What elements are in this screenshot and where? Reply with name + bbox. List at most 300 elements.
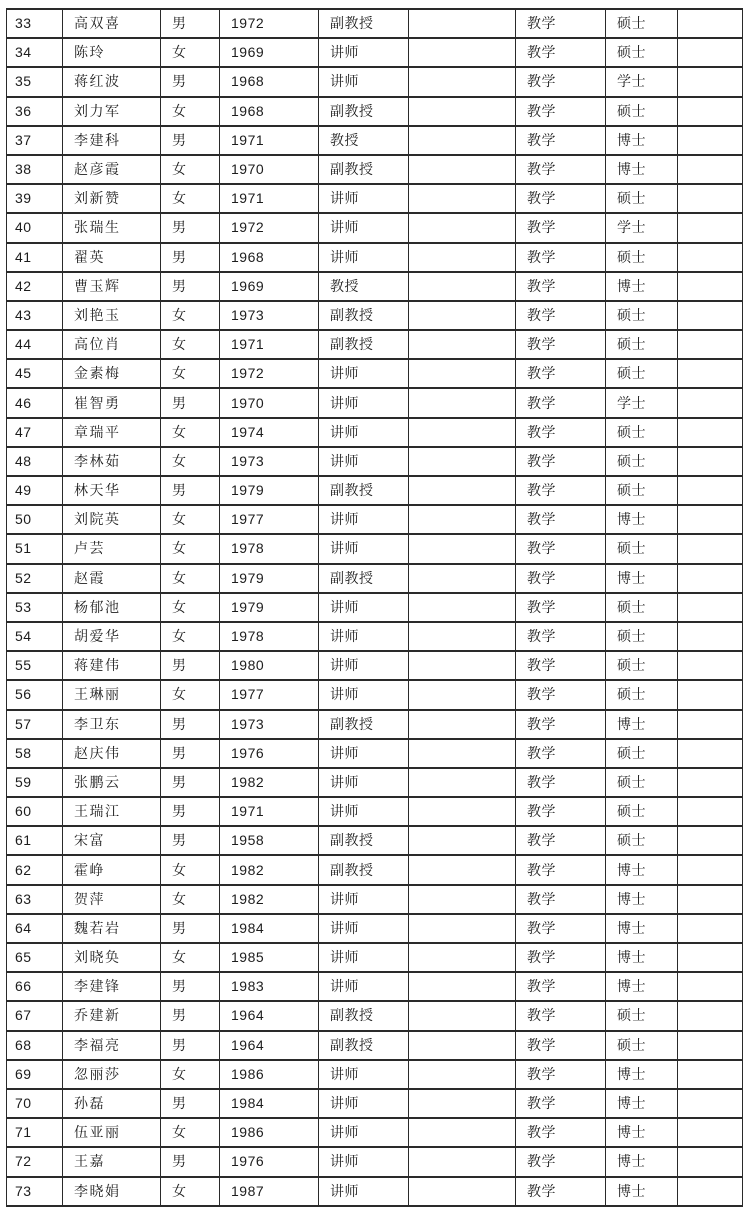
row-number-cell: 50	[7, 505, 63, 534]
gender-cell: 男	[161, 213, 220, 242]
blank-cell	[409, 1060, 516, 1089]
row-number-cell: 72	[7, 1147, 63, 1176]
title-cell: 讲师	[319, 972, 409, 1001]
blank-cell	[678, 564, 743, 593]
name-cell: 王琳丽	[63, 680, 161, 709]
blank-cell	[678, 593, 743, 622]
birth-year-cell: 1969	[220, 272, 319, 301]
duty-cell: 教学	[516, 622, 606, 651]
birth-year-cell: 1968	[220, 97, 319, 126]
degree-cell: 硕士	[606, 97, 678, 126]
gender-cell: 女	[161, 330, 220, 359]
name-cell: 李卫东	[63, 710, 161, 739]
row-number-cell: 37	[7, 126, 63, 155]
row-number-cell: 33	[7, 9, 63, 38]
duty-cell: 教学	[516, 155, 606, 184]
title-cell: 讲师	[319, 885, 409, 914]
blank-cell	[409, 418, 516, 447]
table-row	[7, 359, 743, 388]
blank-cell	[678, 710, 743, 739]
duty-cell: 教学	[516, 1177, 606, 1206]
name-cell: 魏若岩	[63, 914, 161, 943]
blank-cell	[678, 768, 743, 797]
name-cell: 李晓娟	[63, 1177, 161, 1206]
title-cell: 讲师	[319, 184, 409, 213]
title-cell: 讲师	[319, 622, 409, 651]
table-row	[7, 272, 743, 301]
birth-year-cell: 1979	[220, 476, 319, 505]
duty-cell: 教学	[516, 388, 606, 417]
blank-cell	[678, 680, 743, 709]
gender-cell: 女	[161, 622, 220, 651]
name-cell: 胡爱华	[63, 622, 161, 651]
degree-cell: 硕士	[606, 1001, 678, 1030]
table-row	[7, 301, 743, 330]
row-number-cell: 54	[7, 622, 63, 651]
blank-cell	[678, 914, 743, 943]
degree-cell: 博士	[606, 272, 678, 301]
blank-cell	[409, 943, 516, 972]
duty-cell: 教学	[516, 826, 606, 855]
birth-year-cell: 1970	[220, 388, 319, 417]
blank-cell	[409, 534, 516, 563]
name-cell: 卢芸	[63, 534, 161, 563]
duty-cell: 教学	[516, 1031, 606, 1060]
title-cell: 讲师	[319, 38, 409, 67]
name-cell: 张鹏云	[63, 768, 161, 797]
duty-cell: 教学	[516, 914, 606, 943]
name-cell: 李建科	[63, 126, 161, 155]
blank-cell	[678, 359, 743, 388]
blank-cell	[409, 97, 516, 126]
title-cell: 副教授	[319, 9, 409, 38]
name-cell: 崔智勇	[63, 388, 161, 417]
degree-cell: 博士	[606, 914, 678, 943]
row-number-cell: 53	[7, 593, 63, 622]
duty-cell: 教学	[516, 38, 606, 67]
table-row	[7, 97, 743, 126]
blank-cell	[678, 943, 743, 972]
duty-cell: 教学	[516, 797, 606, 826]
degree-cell: 硕士	[606, 359, 678, 388]
birth-year-cell: 1968	[220, 243, 319, 272]
degree-cell: 硕士	[606, 330, 678, 359]
degree-cell: 博士	[606, 155, 678, 184]
title-cell: 讲师	[319, 914, 409, 943]
name-cell: 赵彦霞	[63, 155, 161, 184]
gender-cell: 女	[161, 97, 220, 126]
degree-cell: 博士	[606, 505, 678, 534]
birth-year-cell: 1976	[220, 1147, 319, 1176]
birth-year-cell: 1972	[220, 213, 319, 242]
title-cell: 讲师	[319, 1118, 409, 1147]
degree-cell: 博士	[606, 943, 678, 972]
table-row	[7, 622, 743, 651]
blank-cell	[409, 243, 516, 272]
blank-cell	[409, 651, 516, 680]
table-row	[7, 505, 743, 534]
row-number-cell: 46	[7, 388, 63, 417]
degree-cell: 硕士	[606, 184, 678, 213]
birth-year-cell: 1974	[220, 418, 319, 447]
blank-cell	[409, 476, 516, 505]
blank-cell	[678, 388, 743, 417]
title-cell: 副教授	[319, 1031, 409, 1060]
blank-cell	[678, 1001, 743, 1030]
birth-year-cell: 1977	[220, 680, 319, 709]
duty-cell: 教学	[516, 972, 606, 1001]
blank-cell	[678, 476, 743, 505]
degree-cell: 硕士	[606, 651, 678, 680]
birth-year-cell: 1980	[220, 651, 319, 680]
birth-year-cell: 1972	[220, 359, 319, 388]
title-cell: 讲师	[319, 1060, 409, 1089]
table-row	[7, 768, 743, 797]
degree-cell: 学士	[606, 388, 678, 417]
birth-year-cell: 1982	[220, 768, 319, 797]
duty-cell: 教学	[516, 330, 606, 359]
birth-year-cell: 1977	[220, 505, 319, 534]
row-number-cell: 70	[7, 1089, 63, 1118]
blank-cell	[409, 359, 516, 388]
blank-cell	[678, 184, 743, 213]
blank-cell	[678, 213, 743, 242]
title-cell: 副教授	[319, 155, 409, 184]
row-number-cell: 67	[7, 1001, 63, 1030]
row-number-cell: 66	[7, 972, 63, 1001]
duty-cell: 教学	[516, 1118, 606, 1147]
name-cell: 贺萍	[63, 885, 161, 914]
table-row	[7, 447, 743, 476]
table-row	[7, 1060, 743, 1089]
gender-cell: 男	[161, 1089, 220, 1118]
title-cell: 副教授	[319, 564, 409, 593]
blank-cell	[678, 826, 743, 855]
gender-cell: 女	[161, 885, 220, 914]
degree-cell: 硕士	[606, 9, 678, 38]
title-cell: 讲师	[319, 797, 409, 826]
name-cell: 赵霞	[63, 564, 161, 593]
gender-cell: 男	[161, 826, 220, 855]
blank-cell	[678, 1147, 743, 1176]
table-row	[7, 1177, 743, 1206]
birth-year-cell: 1970	[220, 155, 319, 184]
table-row	[7, 418, 743, 447]
row-number-cell: 39	[7, 184, 63, 213]
title-cell: 讲师	[319, 447, 409, 476]
duty-cell: 教学	[516, 534, 606, 563]
table-row	[7, 534, 743, 563]
row-number-cell: 35	[7, 67, 63, 96]
birth-year-cell: 1978	[220, 534, 319, 563]
birth-year-cell: 1982	[220, 855, 319, 884]
row-number-cell: 73	[7, 1177, 63, 1206]
table-row	[7, 1031, 743, 1060]
row-number-cell: 41	[7, 243, 63, 272]
name-cell: 杨郁池	[63, 593, 161, 622]
table-row	[7, 155, 743, 184]
table-row	[7, 243, 743, 272]
name-cell: 刘晓奂	[63, 943, 161, 972]
name-cell: 王瑞江	[63, 797, 161, 826]
gender-cell: 男	[161, 1031, 220, 1060]
blank-cell	[678, 1060, 743, 1089]
degree-cell: 博士	[606, 855, 678, 884]
table-row	[7, 330, 743, 359]
gender-cell: 女	[161, 593, 220, 622]
name-cell: 伍亚丽	[63, 1118, 161, 1147]
birth-year-cell: 1978	[220, 622, 319, 651]
blank-cell	[678, 855, 743, 884]
table-row	[7, 710, 743, 739]
table-row	[7, 1089, 743, 1118]
duty-cell: 教学	[516, 301, 606, 330]
name-cell: 刘院英	[63, 505, 161, 534]
degree-cell: 硕士	[606, 301, 678, 330]
birth-year-cell: 1979	[220, 593, 319, 622]
blank-cell	[678, 651, 743, 680]
blank-cell	[409, 388, 516, 417]
table-row	[7, 126, 743, 155]
degree-cell: 博士	[606, 1118, 678, 1147]
gender-cell: 男	[161, 914, 220, 943]
birth-year-cell: 1964	[220, 1031, 319, 1060]
degree-cell: 硕士	[606, 418, 678, 447]
blank-cell	[678, 534, 743, 563]
gender-cell: 女	[161, 447, 220, 476]
blank-cell	[409, 826, 516, 855]
table-row	[7, 184, 743, 213]
blank-cell	[678, 9, 743, 38]
row-number-cell: 65	[7, 943, 63, 972]
gender-cell: 男	[161, 243, 220, 272]
title-cell: 讲师	[319, 243, 409, 272]
row-number-cell: 51	[7, 534, 63, 563]
degree-cell: 硕士	[606, 243, 678, 272]
blank-cell	[678, 67, 743, 96]
birth-year-cell: 1987	[220, 1177, 319, 1206]
blank-cell	[409, 272, 516, 301]
row-number-cell: 36	[7, 97, 63, 126]
table-row	[7, 943, 743, 972]
gender-cell: 男	[161, 9, 220, 38]
table-row	[7, 9, 743, 38]
table-row	[7, 797, 743, 826]
row-number-cell: 48	[7, 447, 63, 476]
gender-cell: 女	[161, 359, 220, 388]
title-cell: 讲师	[319, 680, 409, 709]
gender-cell: 男	[161, 1147, 220, 1176]
title-cell: 副教授	[319, 330, 409, 359]
row-number-cell: 49	[7, 476, 63, 505]
name-cell: 高双喜	[63, 9, 161, 38]
degree-cell: 硕士	[606, 593, 678, 622]
name-cell: 蒋红波	[63, 67, 161, 96]
gender-cell: 女	[161, 680, 220, 709]
name-cell: 李福亮	[63, 1031, 161, 1060]
row-number-cell: 34	[7, 38, 63, 67]
birth-year-cell: 1984	[220, 914, 319, 943]
degree-cell: 博士	[606, 1177, 678, 1206]
degree-cell: 博士	[606, 564, 678, 593]
table-row	[7, 739, 743, 768]
gender-cell: 男	[161, 126, 220, 155]
birth-year-cell: 1958	[220, 826, 319, 855]
duty-cell: 教学	[516, 97, 606, 126]
duty-cell: 教学	[516, 651, 606, 680]
row-number-cell: 69	[7, 1060, 63, 1089]
name-cell: 李建锋	[63, 972, 161, 1001]
blank-cell	[678, 1177, 743, 1206]
blank-cell	[409, 680, 516, 709]
name-cell: 曹玉辉	[63, 272, 161, 301]
gender-cell: 女	[161, 564, 220, 593]
name-cell: 张瑞生	[63, 213, 161, 242]
row-number-cell: 38	[7, 155, 63, 184]
birth-year-cell: 1973	[220, 710, 319, 739]
faculty-roster-table	[6, 8, 743, 1207]
degree-cell: 硕士	[606, 534, 678, 563]
blank-cell	[409, 505, 516, 534]
table-row	[7, 1147, 743, 1176]
blank-cell	[678, 301, 743, 330]
duty-cell: 教学	[516, 67, 606, 96]
blank-cell	[678, 1089, 743, 1118]
duty-cell: 教学	[516, 1001, 606, 1030]
duty-cell: 教学	[516, 9, 606, 38]
blank-cell	[678, 1118, 743, 1147]
table-row	[7, 564, 743, 593]
row-number-cell: 57	[7, 710, 63, 739]
title-cell: 讲师	[319, 67, 409, 96]
duty-cell: 教学	[516, 855, 606, 884]
title-cell: 副教授	[319, 826, 409, 855]
birth-year-cell: 1979	[220, 564, 319, 593]
row-number-cell: 63	[7, 885, 63, 914]
duty-cell: 教学	[516, 1147, 606, 1176]
duty-cell: 教学	[516, 1060, 606, 1089]
gender-cell: 男	[161, 710, 220, 739]
row-number-cell: 43	[7, 301, 63, 330]
blank-cell	[409, 38, 516, 67]
gender-cell: 男	[161, 272, 220, 301]
degree-cell: 硕士	[606, 447, 678, 476]
blank-cell	[409, 447, 516, 476]
blank-cell	[678, 447, 743, 476]
duty-cell: 教学	[516, 272, 606, 301]
duty-cell: 教学	[516, 885, 606, 914]
blank-cell	[678, 155, 743, 184]
degree-cell: 博士	[606, 1060, 678, 1089]
birth-year-cell: 1969	[220, 38, 319, 67]
blank-cell	[409, 739, 516, 768]
name-cell: 王嘉	[63, 1147, 161, 1176]
gender-cell: 女	[161, 155, 220, 184]
table-row	[7, 67, 743, 96]
degree-cell: 硕士	[606, 38, 678, 67]
blank-cell	[409, 1177, 516, 1206]
name-cell: 章瑞平	[63, 418, 161, 447]
table-row	[7, 972, 743, 1001]
blank-cell	[409, 1118, 516, 1147]
blank-cell	[409, 622, 516, 651]
row-number-cell: 42	[7, 272, 63, 301]
gender-cell: 女	[161, 184, 220, 213]
blank-cell	[678, 243, 743, 272]
table-row	[7, 388, 743, 417]
blank-cell	[409, 184, 516, 213]
title-cell: 讲师	[319, 505, 409, 534]
blank-cell	[678, 330, 743, 359]
blank-cell	[409, 768, 516, 797]
name-cell: 翟英	[63, 243, 161, 272]
blank-cell	[409, 914, 516, 943]
name-cell: 金素梅	[63, 359, 161, 388]
name-cell: 林天华	[63, 476, 161, 505]
title-cell: 讲师	[319, 1177, 409, 1206]
degree-cell: 博士	[606, 1147, 678, 1176]
name-cell: 刘力军	[63, 97, 161, 126]
blank-cell	[409, 301, 516, 330]
duty-cell: 教学	[516, 505, 606, 534]
name-cell: 刘新赞	[63, 184, 161, 213]
gender-cell: 男	[161, 476, 220, 505]
table-row	[7, 680, 743, 709]
title-cell: 讲师	[319, 593, 409, 622]
row-number-cell: 71	[7, 1118, 63, 1147]
birth-year-cell: 1973	[220, 301, 319, 330]
row-number-cell: 40	[7, 213, 63, 242]
row-number-cell: 62	[7, 855, 63, 884]
degree-cell: 硕士	[606, 476, 678, 505]
title-cell: 副教授	[319, 710, 409, 739]
birth-year-cell: 1972	[220, 9, 319, 38]
duty-cell: 教学	[516, 564, 606, 593]
gender-cell: 女	[161, 38, 220, 67]
gender-cell: 女	[161, 1177, 220, 1206]
table-row	[7, 38, 743, 67]
blank-cell	[678, 126, 743, 155]
birth-year-cell: 1982	[220, 885, 319, 914]
name-cell: 李林茹	[63, 447, 161, 476]
degree-cell: 博士	[606, 885, 678, 914]
title-cell: 副教授	[319, 301, 409, 330]
blank-cell	[409, 797, 516, 826]
duty-cell: 教学	[516, 476, 606, 505]
duty-cell: 教学	[516, 418, 606, 447]
gender-cell: 女	[161, 1060, 220, 1089]
blank-cell	[409, 710, 516, 739]
birth-year-cell: 1985	[220, 943, 319, 972]
blank-cell	[678, 272, 743, 301]
degree-cell: 博士	[606, 126, 678, 155]
blank-cell	[678, 418, 743, 447]
gender-cell: 男	[161, 67, 220, 96]
blank-cell	[678, 739, 743, 768]
gender-cell: 女	[161, 1118, 220, 1147]
blank-cell	[409, 9, 516, 38]
blank-cell	[409, 330, 516, 359]
blank-cell	[678, 972, 743, 1001]
name-cell: 高位肖	[63, 330, 161, 359]
row-number-cell: 59	[7, 768, 63, 797]
gender-cell: 男	[161, 388, 220, 417]
blank-cell	[409, 593, 516, 622]
degree-cell: 硕士	[606, 622, 678, 651]
degree-cell: 博士	[606, 972, 678, 1001]
duty-cell: 教学	[516, 1089, 606, 1118]
title-cell: 讲师	[319, 534, 409, 563]
